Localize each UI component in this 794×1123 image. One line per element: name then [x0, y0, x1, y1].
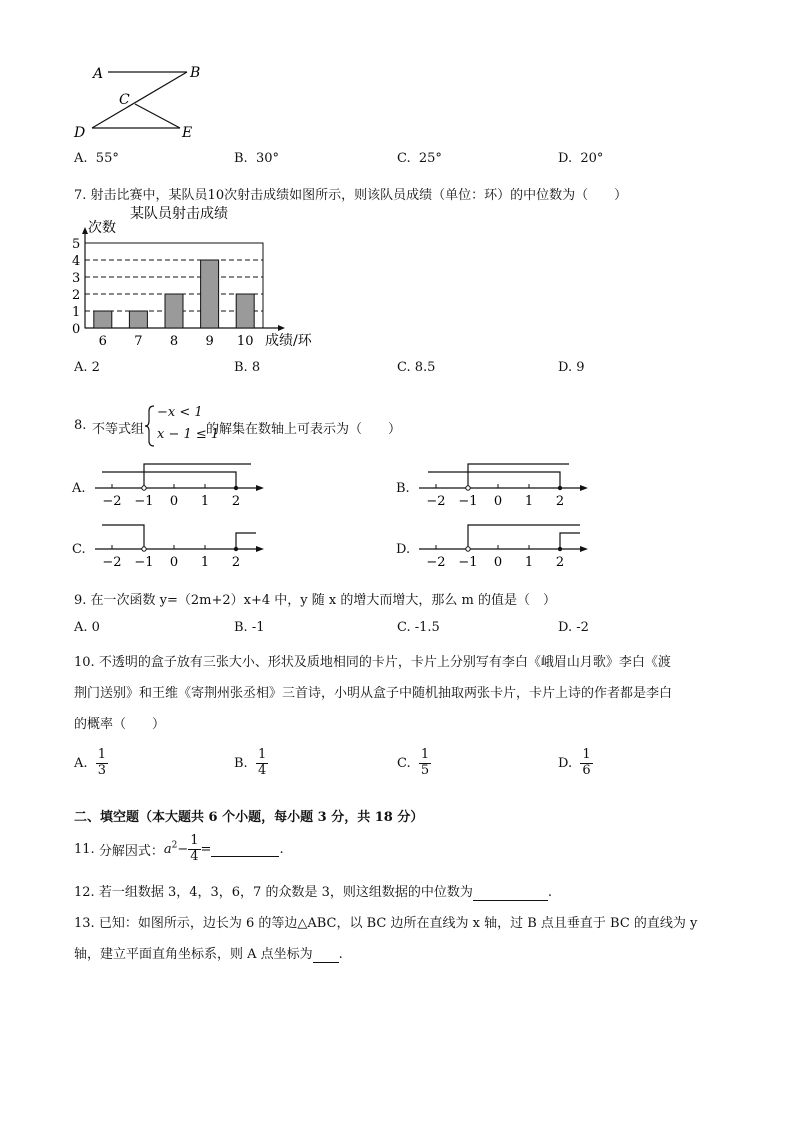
tick-label: −2 — [102, 555, 122, 570]
q10-stem-line1: 10. 不透明的盒子放有三张大小、形状及质地相同的卡片，卡片上分别写有李白《峨眉山月歌》李白《渡 — [74, 655, 671, 670]
open-point — [466, 547, 470, 551]
bar-10 — [236, 294, 254, 328]
x-tick-label: 9 — [205, 334, 214, 349]
q13-stem-line1: 13. 已知：如图所示，边长为 6 的等边△ABC，以 BC 边所在直线为 x 轴，过 B 点且垂直于 BC 的直线为 y — [74, 916, 698, 931]
y-tick-label: 1 — [72, 305, 81, 320]
tick-label: 2 — [231, 494, 241, 509]
ray-gt-neg1 — [468, 464, 569, 488]
axis-arrow-icon — [580, 546, 588, 552]
q8-option-c[interactable]: C. — [72, 542, 86, 557]
q10-option-b[interactable]: B. $\frac{1}{4}$ — [234, 747, 267, 778]
tick-label: −1 — [134, 555, 154, 570]
q7-option-d[interactable]: D. 9 — [558, 360, 585, 375]
ray-le-2 — [428, 472, 560, 488]
label-e: E — [182, 125, 193, 141]
y-axis-label: 次数 — [88, 220, 116, 236]
q8-option-a[interactable]: A. — [72, 481, 86, 496]
label-d: D — [74, 125, 86, 141]
open-point — [466, 486, 470, 490]
tick-label: 1 — [524, 494, 534, 509]
q9-stem: 9. 在一次函数 y=（2m+2）x+4 中，y 随 x 的增大而增大，那么 m 的值是（ ） — [74, 593, 556, 608]
bar-6 — [94, 311, 112, 328]
q9-option-b[interactable]: B. -1 — [234, 620, 265, 635]
solid-point — [558, 547, 562, 551]
open-point — [142, 547, 146, 551]
tick-label: 2 — [555, 494, 565, 509]
ray-ge-2 — [236, 533, 256, 549]
y-tick-label: 3 — [72, 271, 81, 286]
q6-option-b[interactable]: B. 30° — [234, 151, 279, 166]
tick-label: −2 — [102, 494, 122, 509]
tick-label: −2 — [426, 555, 446, 570]
q6-option-c[interactable]: C. 25° — [397, 151, 442, 166]
brace-icon — [144, 405, 156, 447]
solid-point — [234, 547, 238, 551]
x-axis-arrow-icon — [278, 325, 285, 331]
chart-title: 某队员射击成绩 — [130, 206, 228, 222]
tick-label: 2 — [231, 555, 241, 570]
tick-label: 1 — [200, 494, 210, 509]
segment-bd — [92, 72, 187, 128]
q7-option-c[interactable]: C. 8.5 — [397, 360, 436, 375]
axis-arrow-icon — [256, 485, 264, 491]
x-tick-label: 7 — [134, 334, 143, 349]
q10-stem-line2: 荆门送别》和王维《寄荆州张丞相》三首诗，小明从盒子中随机抽取两张卡片，卡片上诗的作者都是李白 — [74, 686, 673, 701]
number-line-a[interactable] — [90, 455, 265, 515]
tick-label: 0 — [169, 555, 179, 570]
tick-label: 0 — [493, 555, 503, 570]
q13-answer-blank[interactable] — [313, 947, 339, 963]
label-b: B — [190, 65, 201, 81]
tick-label: −1 — [458, 494, 478, 509]
ray-gt-neg1 — [144, 464, 251, 488]
section-2-title: 二、填空题（本大题共 6 个小题，每小题 3 分，共 18 分） — [74, 810, 424, 825]
q8-option-b[interactable]: B. — [396, 481, 410, 496]
bar-7 — [129, 311, 147, 328]
q10-option-d[interactable]: D. $\frac{1}{6}$ — [558, 747, 591, 778]
q11-stem: 11. 分解因式：$a^2-$ $\frac{1}{4}$ = . — [74, 833, 284, 864]
y-tick-label: 0 — [72, 322, 81, 337]
number-line-b[interactable] — [414, 455, 589, 515]
y-tick-label: 4 — [72, 254, 81, 269]
x-tick-label: 6 — [98, 334, 107, 349]
open-point — [142, 486, 146, 490]
segment-ce — [135, 104, 180, 128]
bar-chart-q7 — [60, 202, 330, 352]
q10-option-c[interactable]: C. $\frac{1}{5}$ — [397, 747, 430, 778]
q6-option-d[interactable]: D. 20° — [558, 151, 604, 166]
tick-label: −2 — [426, 494, 446, 509]
q6-option-a[interactable]: A. 55° — [74, 151, 119, 166]
x-tick-label: 8 — [169, 334, 179, 349]
q8-option-d[interactable]: D. — [396, 542, 411, 557]
q12-answer-blank[interactable] — [473, 885, 548, 901]
tick-label: 1 — [200, 555, 210, 570]
ray-ge-2 — [560, 533, 580, 549]
label-a: A — [93, 66, 104, 82]
axis-arrow-icon — [256, 546, 264, 552]
q7-stem: 7. 射击比赛中，某队员10次射击成绩如图所示，则该队员成绩（单位：环）的中位数为（ ） — [74, 188, 628, 203]
q8-inequality-1: −x < 1 — [157, 405, 203, 420]
q11-answer-blank[interactable] — [211, 841, 279, 857]
geometry-figure-q6 — [60, 60, 220, 145]
y-tick-label: 2 — [72, 288, 81, 303]
q8-inequality-2: x − 1 ≤ 1 — [157, 427, 220, 442]
q9-option-a[interactable]: A. 0 — [74, 620, 100, 635]
tick-label: 0 — [169, 494, 179, 509]
tick-label: 1 — [524, 555, 534, 570]
q7-option-b[interactable]: B. 8 — [234, 360, 261, 375]
q9-option-d[interactable]: D. -2 — [558, 620, 589, 635]
x-axis-label: 成绩/环 — [265, 333, 312, 349]
solid-point — [234, 486, 238, 490]
tick-label: −1 — [458, 555, 478, 570]
bar-9 — [201, 260, 219, 328]
solid-point — [558, 486, 562, 490]
q13-stem-line2: 轴，建立平面直角坐标系，则 A 点坐标为 . — [74, 947, 343, 962]
q10-stem-line3: 的概率（ ） — [74, 717, 166, 732]
number-line-d[interactable] — [414, 516, 589, 576]
q10-option-a[interactable]: A. $\frac{1}{3}$ — [74, 747, 107, 778]
number-line-c[interactable] — [90, 516, 265, 576]
axis-arrow-icon — [580, 485, 588, 491]
label-c: C — [119, 92, 130, 108]
q7-option-a[interactable]: A. 2 — [74, 360, 100, 375]
tick-label: 0 — [493, 494, 503, 509]
tick-label: 2 — [555, 555, 565, 570]
x-tick-label: 10 — [236, 334, 254, 349]
y-tick-label: 5 — [72, 237, 81, 252]
ray-le-2 — [102, 472, 236, 488]
ray-gt-neg1 — [468, 525, 580, 549]
tick-label: −1 — [134, 494, 154, 509]
q12-stem: 12. 若一组数据 3，4，3，6，7 的众数是 3，则这组数据的中位数为 . — [74, 885, 552, 900]
bar-8 — [165, 294, 183, 328]
q9-option-c[interactable]: C. -1.5 — [397, 620, 440, 635]
ray-lt-neg1 — [102, 525, 144, 549]
